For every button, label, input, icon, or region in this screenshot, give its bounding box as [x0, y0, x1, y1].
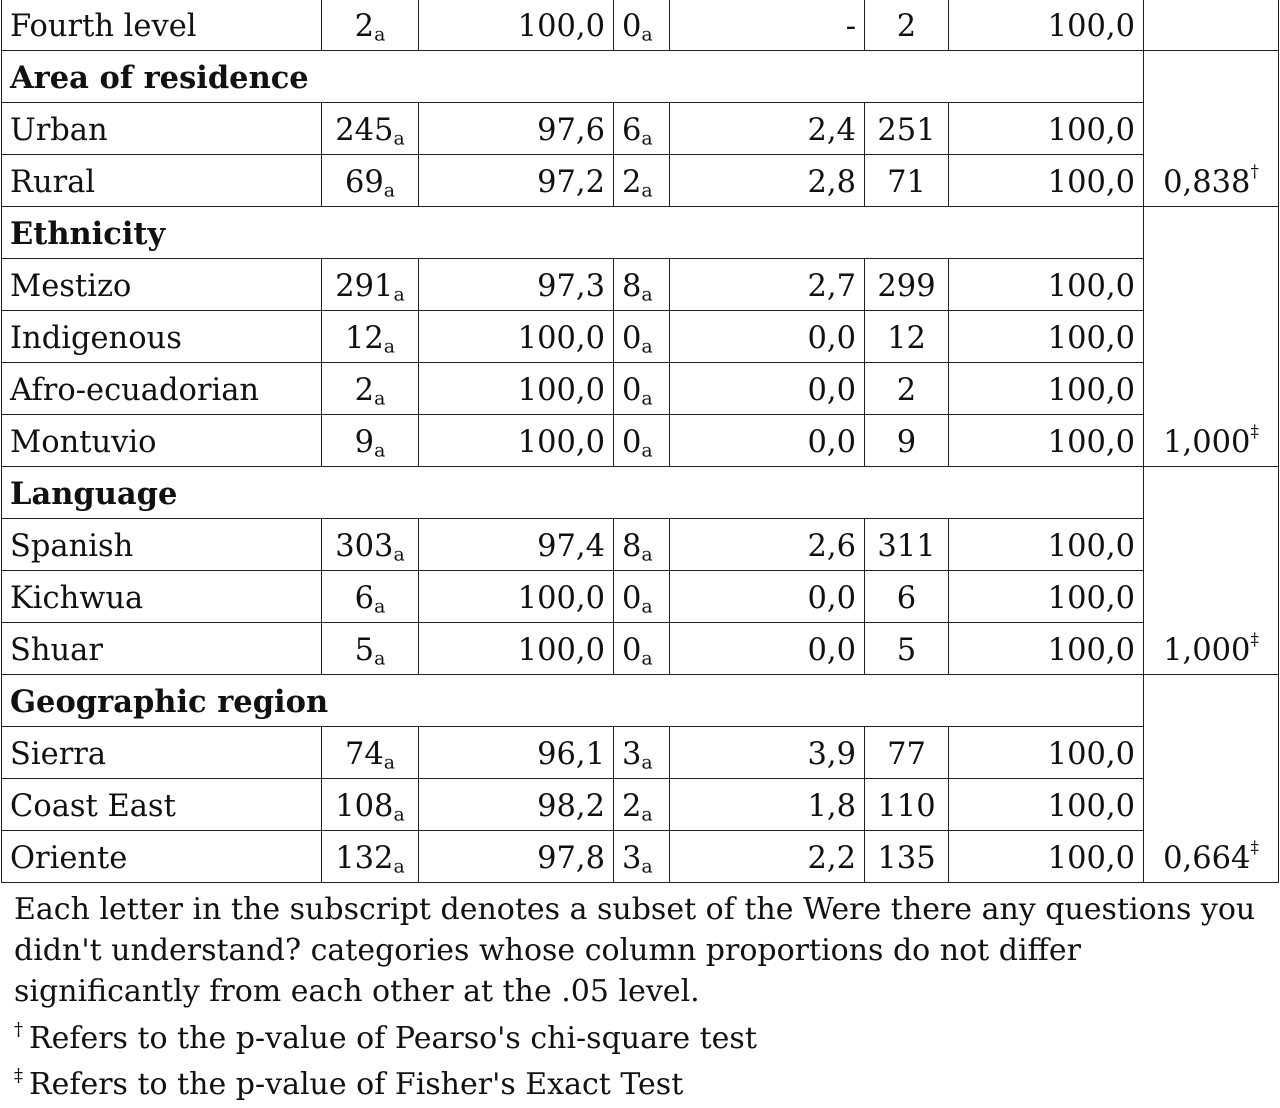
- pearson-footnote-text: Refers to the p-value of Pearso's chi-square test: [29, 1021, 757, 1056]
- row-label: Sierra: [2, 727, 322, 779]
- table-row: [2, 363, 1279, 415]
- row-label: Montuvio: [2, 415, 322, 467]
- subset-letter: a: [383, 751, 396, 774]
- subset-letter: a: [641, 855, 653, 878]
- subset-letter: a: [641, 543, 653, 566]
- table-row: [2, 259, 1279, 311]
- p-value: 1,000: [1163, 425, 1251, 460]
- p-value-cell: [1144, 207, 1279, 467]
- subset-letter: a: [641, 647, 653, 670]
- total-percent: 100,0: [949, 623, 1144, 675]
- percent-yes: 100,0: [419, 0, 614, 51]
- count-yes: [322, 415, 419, 467]
- count-no: [614, 623, 670, 675]
- count-yes-value: 303: [335, 529, 394, 564]
- subset-letter: a: [383, 179, 396, 202]
- total-percent: 100,0: [949, 311, 1144, 363]
- count-no: [614, 727, 670, 779]
- percent-no: 2,4: [670, 103, 865, 155]
- percent-no: 2,8: [670, 155, 865, 207]
- table-row: [2, 311, 1279, 363]
- count-no: [614, 155, 670, 207]
- percent-no: 1,8: [670, 779, 865, 831]
- subset-letter: a: [374, 647, 386, 670]
- count-yes-value: 108: [335, 789, 394, 824]
- percent-no: 0,0: [670, 623, 865, 675]
- count-yes: [322, 363, 419, 415]
- subset-letter: a: [641, 335, 653, 358]
- subset-letter: a: [383, 335, 396, 358]
- count-yes-value: 69: [344, 165, 384, 200]
- total-count: 110: [865, 779, 949, 831]
- subset-letter: a: [641, 387, 653, 410]
- p-value-cell: [1144, 467, 1279, 675]
- table-row: [2, 831, 1279, 883]
- table-row: [2, 155, 1279, 207]
- count-yes: [322, 155, 419, 207]
- count-yes-value: 245: [335, 113, 394, 148]
- empty-p-value-cell: [1144, 0, 1279, 51]
- percent-yes: 97,3: [419, 259, 614, 311]
- row-label: Afro-ecuadorian: [2, 363, 322, 415]
- percent-yes: 97,4: [419, 519, 614, 571]
- total-count: 77: [865, 727, 949, 779]
- count-no-value: 0: [622, 633, 642, 668]
- row-label: Indigenous: [2, 311, 322, 363]
- subset-letter: a: [393, 855, 405, 878]
- subset-letter: a: [393, 283, 405, 306]
- subset-letter: a: [374, 595, 386, 618]
- subset-letter: a: [641, 179, 653, 202]
- section-heading: Geographic region: [2, 675, 1144, 727]
- pearson-footnote: [14, 1016, 1264, 1062]
- total-percent: 100,0: [949, 415, 1144, 467]
- count-yes: [322, 831, 419, 883]
- percent-no: 0,0: [670, 415, 865, 467]
- count-no-value: 8: [622, 269, 642, 304]
- p-value-cell: [1144, 675, 1279, 883]
- section-row: [2, 51, 1279, 103]
- total-count: 71: [865, 155, 949, 207]
- count-no: [614, 779, 670, 831]
- count-no-value: 8: [622, 529, 642, 564]
- percent-yes: 100,0: [419, 571, 614, 623]
- subset-letter: a: [393, 803, 405, 826]
- table-row: [2, 415, 1279, 467]
- total-count: 311: [865, 519, 949, 571]
- row-label: Urban: [2, 103, 322, 155]
- subset-letter: a: [641, 803, 653, 826]
- total-percent: 100,0: [949, 0, 1144, 51]
- total-percent: 100,0: [949, 831, 1144, 883]
- count-yes: [322, 103, 419, 155]
- percent-yes: 100,0: [419, 311, 614, 363]
- percent-yes: 100,0: [419, 623, 614, 675]
- percent-no: 0,0: [670, 311, 865, 363]
- total-percent: 100,0: [949, 103, 1144, 155]
- percent-no: 2,6: [670, 519, 865, 571]
- p-value: 0,838: [1163, 165, 1251, 200]
- count-yes: [322, 259, 419, 311]
- subset-letter: a: [393, 543, 405, 566]
- section-heading: Area of residence: [2, 51, 1144, 103]
- dagger-mark: †: [14, 1019, 23, 1041]
- percent-yes: 97,2: [419, 155, 614, 207]
- total-count: 6: [865, 571, 949, 623]
- count-yes-value: 132: [335, 841, 394, 876]
- count-no: [614, 363, 670, 415]
- count-yes-value: 5: [354, 633, 375, 668]
- count-no: [614, 259, 670, 311]
- subset-letter: a: [374, 439, 386, 462]
- subset-letter: a: [393, 127, 405, 150]
- subset-letter: a: [641, 595, 653, 618]
- row-label: Rural: [2, 155, 322, 207]
- fisher-footnote-text: Refers to the p-value of Fisher's Exact Test: [29, 1067, 684, 1102]
- total-percent: 100,0: [949, 571, 1144, 623]
- subset-letter: a: [374, 387, 386, 410]
- percent-yes: 97,8: [419, 831, 614, 883]
- subset-letter: a: [374, 23, 386, 46]
- p-value-mark: ‡: [1250, 628, 1259, 649]
- count-no-value: 3: [622, 841, 642, 876]
- subset-letter: a: [641, 127, 653, 150]
- count-no-value: 2: [622, 165, 642, 200]
- percent-no: 3,9: [670, 727, 865, 779]
- section-row: [2, 675, 1279, 727]
- count-yes-value: 9: [354, 425, 375, 460]
- percent-yes: 97,6: [419, 103, 614, 155]
- count-yes: [322, 519, 419, 571]
- total-count: 5: [865, 623, 949, 675]
- count-yes-value: 6: [354, 581, 375, 616]
- section-row: [2, 467, 1279, 519]
- table-row: [2, 0, 1279, 51]
- total-count: 251: [865, 103, 949, 155]
- p-value: 1,000: [1163, 633, 1251, 668]
- row-label: Fourth level: [2, 0, 322, 51]
- count-no-value: 0: [622, 321, 642, 356]
- count-yes: [322, 571, 419, 623]
- count-no: [614, 571, 670, 623]
- count-yes: [322, 727, 419, 779]
- table-notes: [14, 889, 1264, 1108]
- total-percent: 100,0: [949, 155, 1144, 207]
- row-label: Spanish: [2, 519, 322, 571]
- table-row: [2, 519, 1279, 571]
- total-count: 2: [865, 0, 949, 51]
- p-value-cell: [1144, 51, 1279, 207]
- count-no: [614, 831, 670, 883]
- percent-yes: 100,0: [419, 363, 614, 415]
- count-no-value: 0: [622, 373, 642, 408]
- results-table: [1, 0, 1279, 883]
- table-row: [2, 571, 1279, 623]
- percent-no: 2,2: [670, 831, 865, 883]
- subscript-note: Each letter in the subscript denotes a subset of the Were there any questions you didn't understand? categories whose column proportions do not differ significantly from each other at the .05 level.: [14, 892, 1256, 1009]
- section-row: [2, 207, 1279, 259]
- total-percent: 100,0: [949, 779, 1144, 831]
- total-count: 135: [865, 831, 949, 883]
- percent-no: 0,0: [670, 571, 865, 623]
- count-yes: [322, 779, 419, 831]
- count-yes: [322, 0, 419, 51]
- total-count: 12: [865, 311, 949, 363]
- subset-letter: a: [641, 751, 653, 774]
- total-count: 2: [865, 363, 949, 415]
- percent-no: 0,0: [670, 363, 865, 415]
- count-no-value: 2: [622, 789, 642, 824]
- p-value-mark: †: [1250, 160, 1259, 181]
- count-yes-value: 74: [344, 737, 384, 772]
- row-label: Oriente: [2, 831, 322, 883]
- row-label: Kichwua: [2, 571, 322, 623]
- p-value-mark: ‡: [1250, 420, 1259, 441]
- subset-letter: a: [641, 283, 653, 306]
- percent-no: -: [670, 0, 865, 51]
- p-value: 0,664: [1163, 841, 1251, 876]
- double-dagger-mark: ‡: [14, 1065, 23, 1087]
- section-heading: Language: [2, 467, 1144, 519]
- subset-letter: a: [641, 439, 653, 462]
- row-label: Coast East: [2, 779, 322, 831]
- count-yes-value: 12: [344, 321, 384, 356]
- count-no: [614, 519, 670, 571]
- table-row: [2, 623, 1279, 675]
- table-row: [2, 779, 1279, 831]
- total-count: 9: [865, 415, 949, 467]
- total-count: 299: [865, 259, 949, 311]
- count-yes-value: 2: [354, 9, 375, 44]
- total-percent: 100,0: [949, 727, 1144, 779]
- fisher-footnote: [14, 1062, 1264, 1108]
- count-yes: [322, 311, 419, 363]
- count-no-value: 0: [622, 581, 642, 616]
- count-no-value: 3: [622, 737, 642, 772]
- count-yes-value: 291: [335, 269, 394, 304]
- count-no-value: 0: [622, 425, 642, 460]
- count-no-value: 0: [622, 9, 642, 44]
- percent-yes: 96,1: [419, 727, 614, 779]
- p-value-mark: ‡: [1250, 836, 1259, 857]
- percent-yes: 98,2: [419, 779, 614, 831]
- count-no: [614, 103, 670, 155]
- percent-yes: 100,0: [419, 415, 614, 467]
- section-heading: Ethnicity: [2, 207, 1144, 259]
- count-no: [614, 0, 670, 51]
- total-percent: 100,0: [949, 519, 1144, 571]
- percent-no: 2,7: [670, 259, 865, 311]
- count-yes: [322, 623, 419, 675]
- subset-letter: a: [641, 23, 653, 46]
- total-percent: 100,0: [949, 259, 1144, 311]
- table-body: [2, 0, 1279, 883]
- count-no: [614, 415, 670, 467]
- table-row: [2, 103, 1279, 155]
- row-label: Shuar: [2, 623, 322, 675]
- count-yes-value: 2: [354, 373, 375, 408]
- count-no: [614, 311, 670, 363]
- count-no-value: 6: [622, 113, 642, 148]
- row-label: Mestizo: [2, 259, 322, 311]
- table-row: [2, 727, 1279, 779]
- total-percent: 100,0: [949, 363, 1144, 415]
